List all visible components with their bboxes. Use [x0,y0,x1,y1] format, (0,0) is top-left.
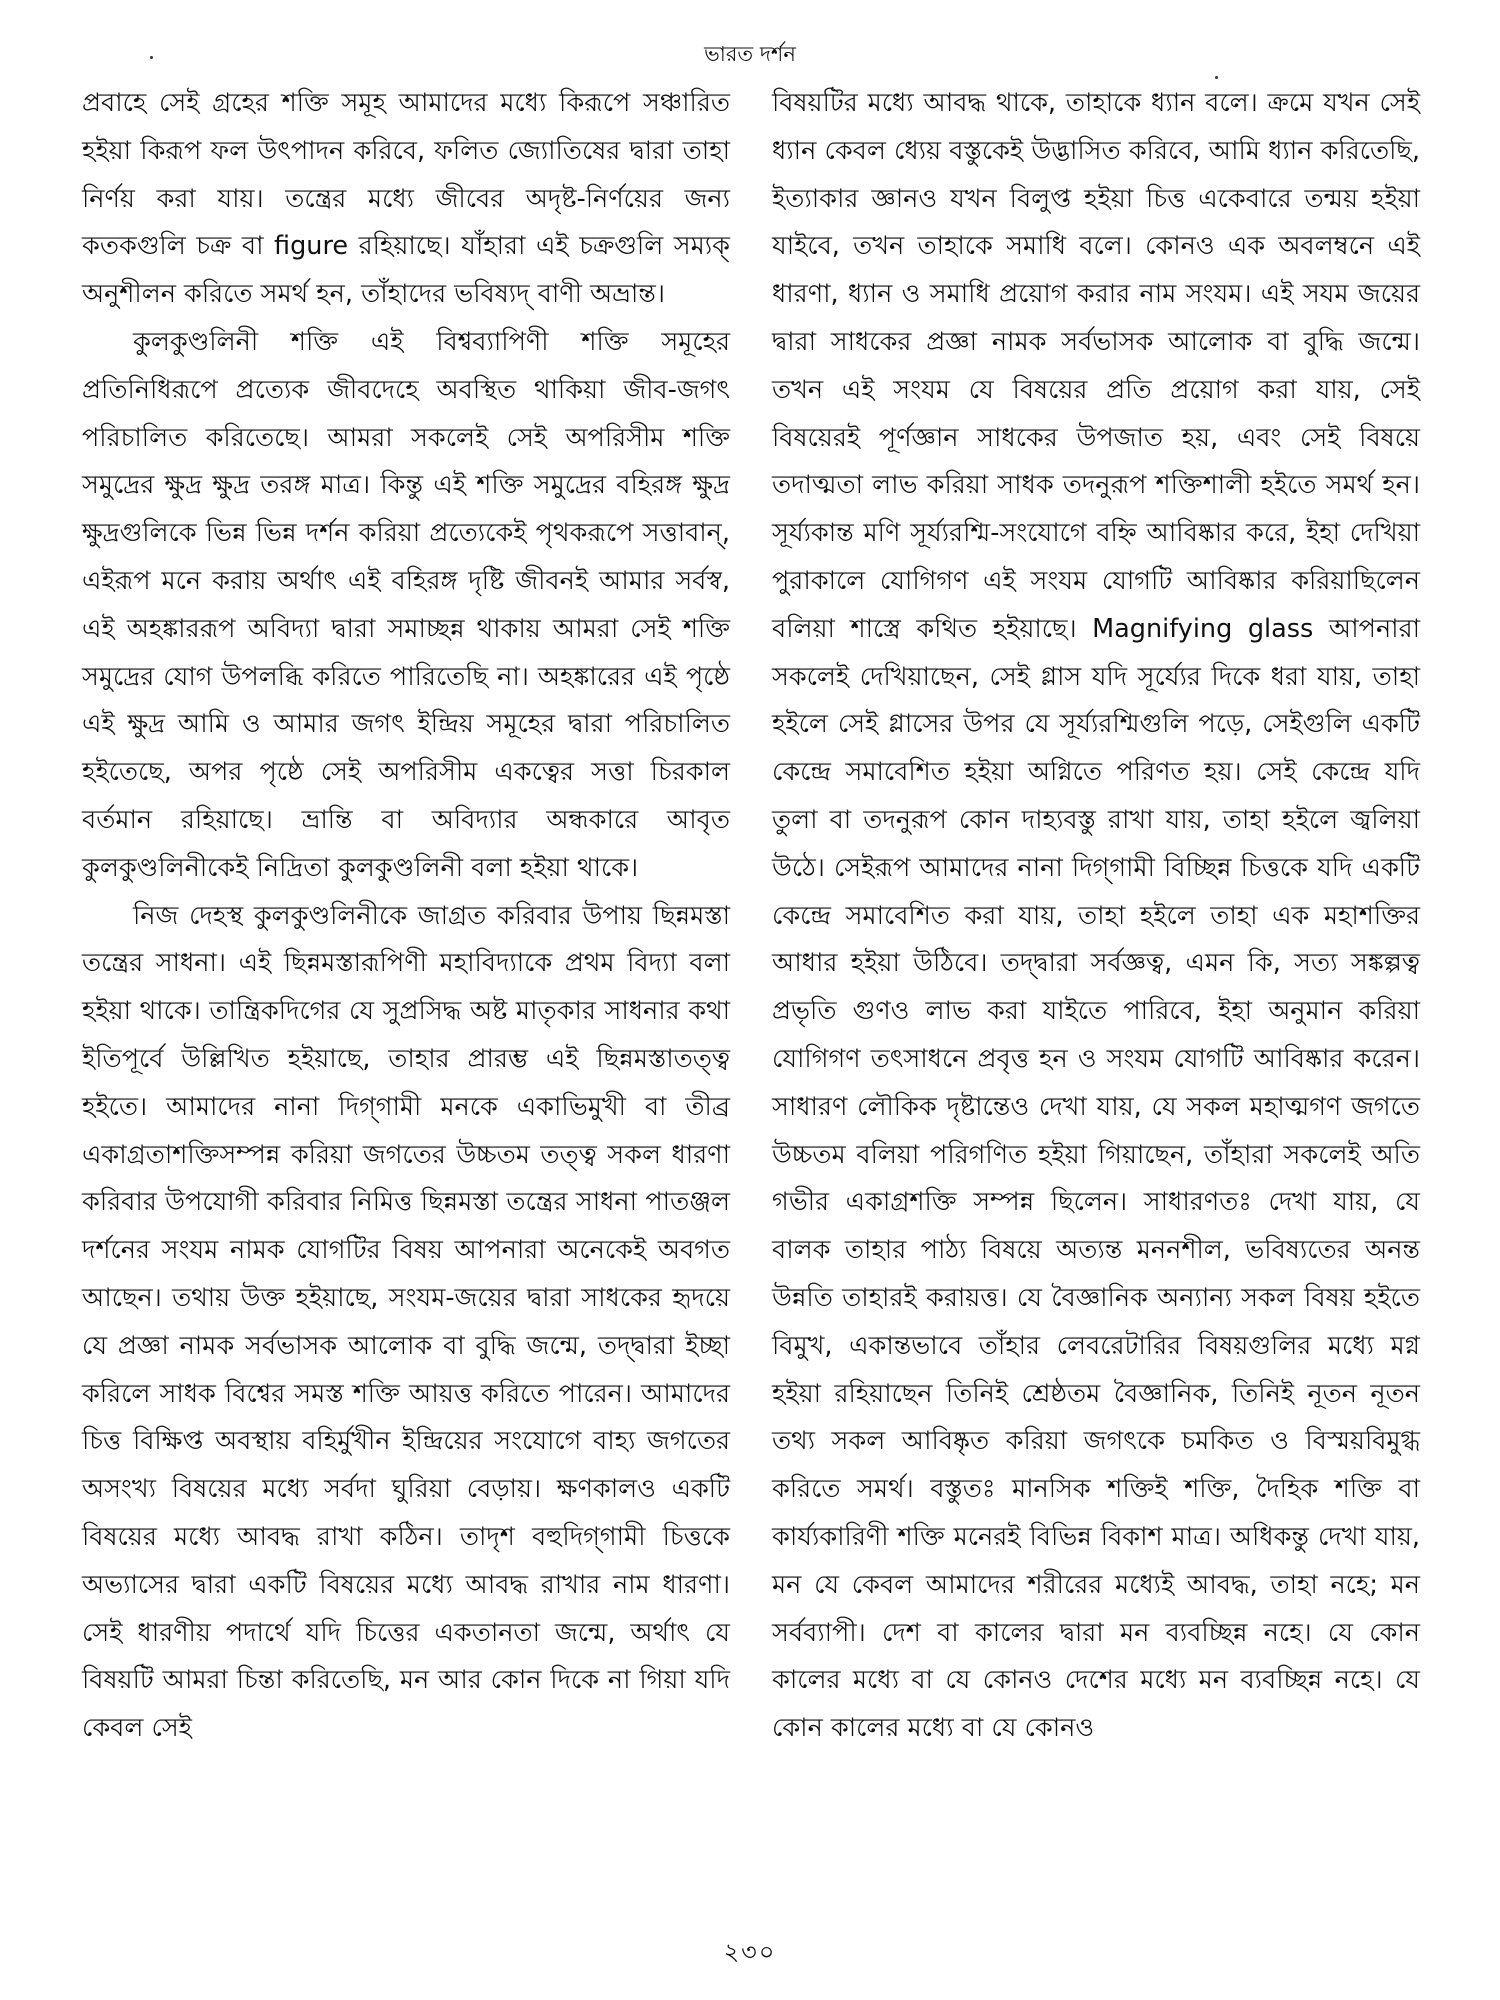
print-speck [1215,76,1218,79]
right-column [772,80,1420,1753]
paragraph: প্রবাহে সেই গ্রহের শক্তি সমূহ আমাদের মধ্যে কিরূপে সঞ্চারিত হইয়া কিরূপ ফল উৎপাদন করিবে, ফলিত জ্যোতিষের দ্বারা তাহা নির্ণয় করা যায়। তন্ত্রের মধ্যে জীবের অদৃষ্ট-নির্ণয়ের জন্য কতকগুলি চক্র বা figure রহিয়াছে। যাঁহারা এই চক্রগুলি সম্যক্ অনুশীলন করিতে সমর্থ হন, তাঁহাদের ভবিষ্যদ্ বাণী অভ্রান্ত। [82,88,730,310]
paragraph: বিষয়টির মধ্যে আবদ্ধ থাকে, তাহাকে ধ্যান বলে। ক্রমে যখন সেই ধ্যান কেবল ধ্যেয় বস্তুকেই উদ্ভাসিত করিবে, আমি ধ্যান করিতেছি, ইত্যাকার জ্ঞানও যখন বিলুপ্ত হইয়া চিত্ত একেবারে তন্ময় হইয়া যাইবে, তখন তাহাকে সমাধি বলে। কোনও এক অবলম্বনে এই ধারণা, ধ্যান ও সমাধি প্রয়োগ করার নাম সংযম। এই সযম জয়ের দ্বারা সাধকের প্রজ্ঞা নামক সর্বভাসক আলোক বা বুদ্ধি জন্মে। তখন এই সংযম যে বিষয়ের প্রতি প্রয়োগ করা যায়, সেই বিষয়েরই পূর্ণজ্ঞান সাধকের উপজাত হয়, এবং সেই বিষয়ে তদাত্মতা লাভ করিয়া সাধক তদনুরূপ শক্তিশালী হইতে সমর্থ হন। সূর্য্যকান্ত মণি সূর্য্যরশ্মি-সংযোগে বহ্নি আবিষ্কার করে, ইহা দেখিয়া পুরাকালে যোগিগণ এই সংযম যোগটি আবিষ্কার করিয়াছিলেন বলিয়া শাস্ত্রে কথিত হইয়াছে। Magnifying glass আপনারা সকলেই দেখিয়াছেন, সেই গ্লাস যদি সূর্য্যের দিকে ধরা যায়, তাহা হইলে সেই গ্লাসের উপর যে সূর্য্যরশ্মিগুলি পড়ে, সেইগুলি একটি কেন্দ্রে সমাবেশিত হইয়া অগ্নিতে পরিণত হয়। সেই কেন্দ্রে যদি তুলা বা তদনুরূপ কোন দাহ্যবস্তু রাখা যায়, তাহা হইলে জ্বলিয়া উঠে। সেইরূপ আমাদের নানা দিগ্‌গামী বিচ্ছিন্ন চিত্তকে যদি একটি কেন্দ্রে সমাবেশিত করা যায়, তাহা হইলে তাহা এক মহাশক্তির আধার হইয়া উঠিবে। তদ্দ্বারা সর্বজ্ঞত্ব, এমন কি, সত্য সঙ্কল্পত্ব প্রভৃতি গুণও লাভ করা যাইতে পারিবে, ইহা অনুমান করিয়া যোগিগণ তৎসাধনে প্রবৃত্ত হন ও সংযম যোগটি আবিষ্কার করেন। সাধারণ লৌকিক দৃষ্টান্তেও দেখা যায়, যে সকল মহাত্মগণ জগতে উচ্চতম বলিয়া পরিগণিত হইয়া গিয়াছেন, তাঁহারা সকলেই অতি গভীর একাগ্রশক্তি সম্পন্ন ছিলেন। সাধারণতঃ দেখা যায়, যে বালক তাহার পাঠ্য বিষয়ে অত্যন্ত মননশীল, ভবিষ্যতের অনন্ত উন্নতি তাহারই করায়ত্ত। যে বৈজ্ঞানিক অন্যান্য সকল বিষয় হইতে বিমুখ, একান্তভাবে তাঁহার লেবরেটারির বিষয়গুলির মধ্যে মগ্ন হইয়া রহিয়াছেন তিনিই শ্রেষ্ঠতম বৈজ্ঞানিক, তিনিই নূতন নূতন তথ্য সকল আবিষ্কৃত করিয়া জগৎকে চমকিত ও বিস্ময়বিমুগ্ধ করিতে সমর্থ। বস্তুতঃ মানসিক শক্তিই শক্তি, দৈহিক শক্তি বা কার্য্যকারিণী শক্তি মনেরই বিভিন্ন বিকাশ মাত্র। অধিকন্তু দেখা যায়, মন যে কেবল আমাদের শরীরের মধ্যেই আবদ্ধ, তাহা নহে; মন সর্বব্যাপী। দেশ বা কালের দ্বারা মন ব্যবচ্ছিন্ন নহে। যে কোন কালের মধ্যে বা যে কোনও দেশের মধ্যে মন ব্যবচ্ছিন্ন নহে। যে কোন কালের মধ্যে বা যে কোনও [772,88,1420,1744]
paragraph: কুলকুণ্ডলিনী শক্তি এই বিশ্বব্যাপিণী শক্তি সমূহের প্রতিনিধিরূপে প্রত্যেক জীবদেহে অবস্থিত থাকিয়া জীব-জগৎ পরিচালিত করিতেছে। আমরা সকলেই সেই অপরিসীম শক্তি সমুদ্রের ক্ষুদ্র ক্ষুদ্র তরঙ্গ মাত্র। কিন্তু এই শক্তি সমুদ্রের বহিরঙ্গ ক্ষুদ্র ক্ষুদ্রগুলিকে ভিন্ন ভিন্ন দর্শন করিয়া প্রত্যেকেই পৃথকরূপে সত্তাবান্, এইরূপ মনে করায় অর্থাৎ এই বহিরঙ্গ দৃষ্টি জীবনই আমার সর্বস্ব, এই অহঙ্কাররূপ অবিদ্যা দ্বারা সমাচ্ছন্ন থাকায় আমরা সেই শক্তি সমুদ্রের যোগ উপলব্ধি করিতে পারিতেছি না। অহঙ্কারের এই পৃষ্ঠে এই ক্ষুদ্র আমি ও আমার জগৎ ইন্দ্রিয় সমূহের দ্বারা পরিচালিত হইতেছে, অপর পৃষ্ঠে সেই অপরিসীম একত্বের সত্তা চিরকাল বর্তমান রহিয়াছে। ভ্রান্তি বা অবিদ্যার অন্ধকারে আবৃত কুলকুণ্ডলিনীকেই নিদ্রিতা কুলকুণ্ডলিনী বলা হইয়া থাকে। [82,326,730,883]
left-column [82,80,730,1753]
page-number: ২৩০ [723,1938,777,1966]
print-speck [150,56,153,59]
paragraph: নিজ দেহস্থ কুলকুণ্ডলিনীকে জাগ্রত করিবার উপায় ছিন্নমস্তা তন্ত্রের সাধনা। এই ছিন্নমস্তারূপিণী মহাবিদ্যাকে প্রথম বিদ্যা বলা হইয়া থাকে। তান্ত্রিকদিগের যে সুপ্রসিদ্ধ অষ্ট মাতৃকার সাধনার কথা ইতিপূর্বে উল্লিখিত হইয়াছে, তাহার প্রারম্ভ এই ছিন্নমস্তাতত্ত্ব হইতে। আমাদের নানা দিগ্‌গামী মনকে একাভিমুখী বা তীব্র একাগ্রতাশক্তিসম্পন্ন করিয়া জগতের উচ্চতম তত্ত্ব সকল ধারণা করিবার উপযোগী করিবার নিমিত্ত ছিন্নমস্তা তন্ত্রের সাধনা পাতঞ্জল দর্শনের সংযম নামক যোগটির বিষয় আপনারা অনেকেই অবগত আছেন। তথায় উক্ত হইয়াছে, সংযম-জয়ের দ্বারা সাধকের হৃদয়ে যে প্রজ্ঞা নামক সর্বভাসক আলোক বা বুদ্ধি জন্মে, তদ্দ্বারা ইচ্ছা করিলে সাধক বিশ্বের সমস্ত শক্তি আয়ত্ত করিতে পারেন। আমাদের চিত্ত বিক্ষিপ্ত অবস্থায় বহির্মুখীন ইন্দ্রিয়ের সংযোগে বাহ্য জগতের অসংখ্য বিষয়ের মধ্যে সর্বদা ঘুরিয়া বেড়ায়। ক্ষণকালও একটি বিষয়ের মধ্যে আবদ্ধ রাখা কঠিন। তাদৃশ বহুদিগ্‌গামী চিত্তকে অভ্যাসের দ্বারা একটি বিষয়ের মধ্যে আবদ্ধ রাখার নাম ধারণা। সেই ধারণীয় পদার্থে যদি চিত্তের একতানতা জন্মে, অর্থাৎ যে বিষয়টি আমরা চিন্তা করিতেছি, মন আর কোন দিকে না গিয়া যদি কেবল সেই [82,900,730,1744]
running-head: ভারত দর্শন [704,42,796,66]
